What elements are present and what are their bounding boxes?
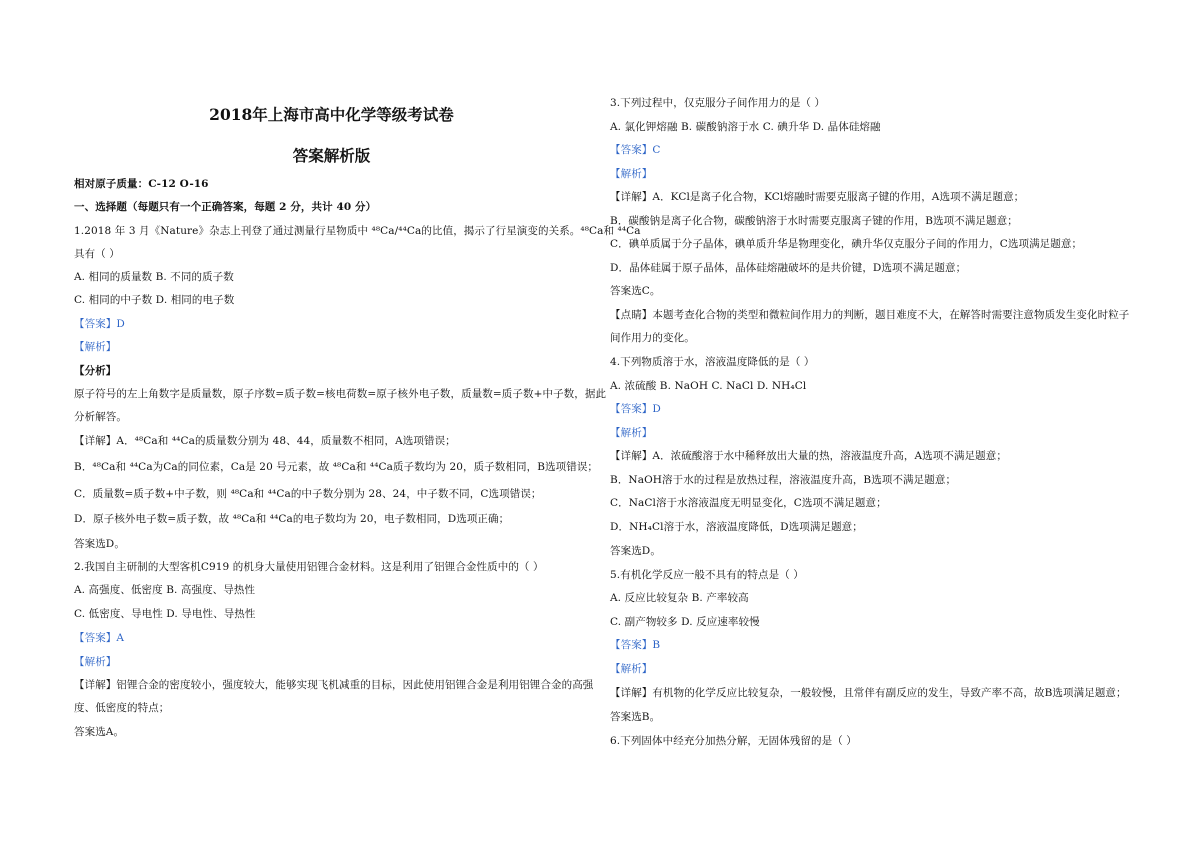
- detail-line-b: B．碳酸钠是离子化合物，碳酸钠溶于水时需要克服离子键的作用，B选项不满足题意；: [610, 215, 1018, 227]
- analysis-label: 【解析】: [610, 427, 653, 439]
- answer-summary: 答案选A。: [74, 726, 125, 738]
- detail-line-b: B．NaOH溶于水的过程是放热过程，溶液温度升高，B选项不满足题意；: [610, 474, 957, 486]
- answer-label: 【答案】A: [74, 632, 125, 644]
- analysis-text: 原子符号的左上角数字是质量数，原子序数=质子数=核电荷数=原子核外电子数，质量数=质子数+中子数，据此: [74, 388, 607, 400]
- dianjing-text: 【点睛】本题考查化合物的类型和微粒间作用力的判断，题目难度不大，在解答时需要注意物质发生变化时粒子: [610, 309, 1130, 321]
- analysis-label: 【解析】: [74, 341, 117, 353]
- dianjing-text-cont: 间作用力的变化。: [610, 332, 695, 344]
- answer-summary: 答案选D。: [610, 545, 661, 557]
- detail-line-c: C．碘单质属于分子晶体，碘单质升华是物理变化，碘升华仅克服分子间的作用力，C选项满足题意；: [610, 238, 1083, 250]
- detail-line-d: D．NH₄Cl溶于水，溶液温度降低，D选项满足题意；: [610, 521, 863, 533]
- detail-line-a: 【详解】A．⁴⁸Ca和 ⁴⁴Ca的质量数分别为 48、44，质量数不相同，A选项错误；: [74, 435, 456, 447]
- answer-label: 【答案】D: [610, 403, 661, 415]
- question-5-options-ab: A. 反应比较复杂 B. 产率较高: [610, 592, 749, 604]
- analysis-label: 【解析】: [610, 168, 653, 180]
- question-2-stem: 2.我国自主研制的大型客机C919 的机身大量使用铝锂合金材料。这是利用了铝锂合金性质中的（ ）: [74, 561, 544, 573]
- question-5-options-cd: C. 副产物较多 D. 反应速率较慢: [610, 616, 760, 628]
- answer-label: 【答案】C: [610, 144, 661, 156]
- question-3-options: A. 氯化钾熔融 B. 碳酸钠溶于水 C. 碘升华 D. 晶体硅熔融: [610, 121, 881, 133]
- question-1-stem: 1.2018 年 3 月《Nature》杂志上刊登了通过测量行星物质中 ⁴⁸Ca/⁴⁴Ca的比值，揭示了行星演变的关系。⁴⁸Ca和 ⁴⁴Ca: [74, 225, 641, 237]
- answer-summary: 答案选B。: [610, 711, 661, 723]
- question-4-options: A. 浓硫酸 B. NaOH C. NaCl D. NH₄Cl: [610, 380, 807, 392]
- detail-line-c: C．NaCl溶于水溶液温度无明显变化，C选项不满足题意；: [610, 497, 887, 509]
- detail-line-a: 【详解】A．KCl是离子化合物，KCl熔融时需要克服离子键的作用，A选项不满足题意；: [610, 191, 1025, 203]
- question-1-options-ab: A. 相同的质量数 B. 不同的质子数: [74, 271, 234, 283]
- question-5-stem: 5.有机化学反应一般不具有的特点是（ ）: [610, 569, 804, 581]
- section-heading: 一、选择题（每题只有一个正确答案，每题 2 分，共计 40 分）: [74, 201, 377, 213]
- atomic-mass-line: 相对原子质量：C-12 O-16: [74, 178, 209, 190]
- detail-line-d: D．晶体硅属于原子晶体，晶体硅熔融破坏的是共价键，D选项不满足题意；: [610, 262, 967, 274]
- question-3-stem: 3.下列过程中，仅克服分子间作用力的是（ ）: [610, 97, 826, 109]
- answer-label: 【答案】B: [610, 639, 661, 651]
- question-2-options-cd: C. 低密度、导电性 D. 导电性、导热性: [74, 608, 256, 620]
- page-subtitle: 答案解析版: [292, 146, 371, 165]
- question-4-stem: 4.下列物质溶于水，溶液温度降低的是（ ）: [610, 356, 815, 368]
- answer-summary: 答案选C。: [610, 285, 661, 297]
- detail-line-a: 【详解】A．浓硫酸溶于水中稀释放出大量的热，溶液温度升高，A选项不满足题意；: [610, 450, 1007, 462]
- question-1-options-cd: C. 相同的中子数 D. 相同的电子数: [74, 294, 235, 306]
- detail-text-cont: 度、低密度的特点；: [74, 702, 170, 714]
- detail-line-b: B．⁴⁸Ca和 ⁴⁴Ca为Ca的同位素，Ca是 20 号元素，故 ⁴⁸Ca和 ⁴⁴Ca质子数均为 20，质子数相同，B选项错误；: [74, 461, 599, 473]
- question-6-stem: 6.下列固体中经充分加热分解，无固体残留的是（ ）: [610, 735, 857, 747]
- detail-text: 【详解】铝锂合金的密度较小，强度较大，能够实现飞机减重的目标，因此使用铝锂合金是利用铝锂合金的高强: [74, 679, 594, 691]
- answer-label: 【答案】D: [74, 318, 125, 330]
- question-2-options-ab: A. 高强度、低密度 B. 高强度、导热性: [74, 584, 256, 596]
- detail-line-c: C．质量数=质子数+中子数，则 ⁴⁸Ca和 ⁴⁴Ca的中子数分别为 28、24，中子数不同，C选项错误；: [74, 488, 542, 500]
- answer-summary: 答案选D。: [74, 538, 125, 550]
- page-title: 2018年上海市高中化学等级考试卷: [209, 105, 454, 124]
- question-1-stem-cont: 具有（ ）: [74, 248, 120, 260]
- fenxi-label: 【分析】: [74, 365, 117, 377]
- analysis-label: 【解析】: [74, 656, 117, 668]
- detail-line-d: D．原子核外电子数=质子数，故 ⁴⁸Ca和 ⁴⁴Ca的电子数均为 20，电子数相同，D选项正确；: [74, 513, 510, 525]
- detail-text: 【详解】有机物的化学反应比较复杂，一般较慢，且常伴有副反应的发生，导致产率不高，故B选项满足题意；: [610, 687, 1127, 699]
- analysis-text-cont: 分析解答。: [74, 411, 127, 423]
- analysis-label: 【解析】: [610, 663, 653, 675]
